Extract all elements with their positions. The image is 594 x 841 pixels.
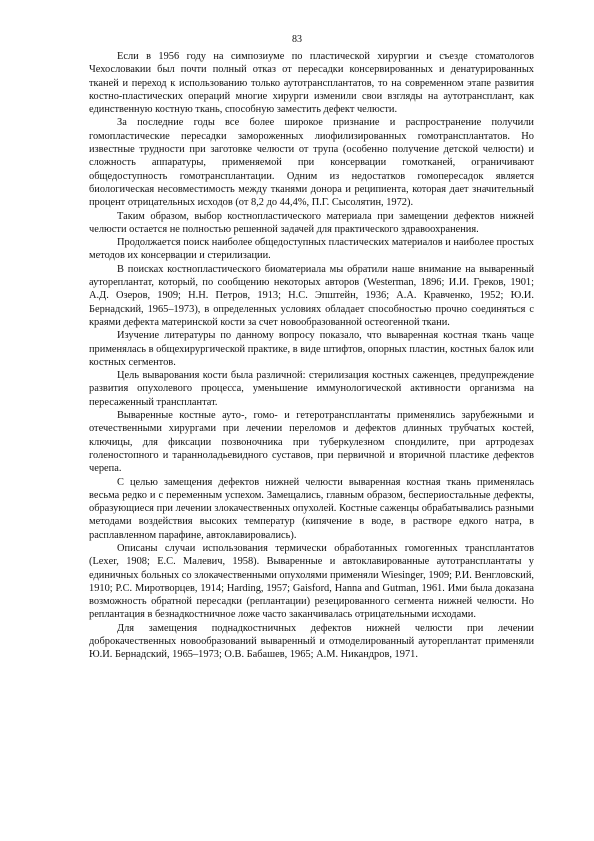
paragraph-1: Если в 1956 году на симпозиуме по пластической хирургии и съезде стоматологов Чехословакии был почти полный отказ от пересадки консервированных и денатурированных тканей и переход к использованию только аутотрансплантатов, то на современном этапе развития костно-пластических операций многие хирурги изменили свои взгляды на аутотрансплант, как единственную костную ткань, способную заместить дефект челюсти. xyxy=(89,51,534,116)
paragraph-5: В поисках костнопластического биоматериала мы обратили наше внимание на вываренный аутореплантат, который, по сообщению некоторых авторов (Westerman, 1896; И.И. Греков, 1901; А.Д. Озеров, 1909; Н.Н. Петров, 1913; Н.С. Эпштейн, 1936; А.А. Кравченко, 1952; Ю.И. Бернадский, 1965–1973), в определенных условиях обладает способностью прочно соединяться с краями дефекта материнской кости за счет новообразованной остеогенной ткани. xyxy=(89,263,534,328)
paragraph-9: С целью замещения дефектов нижней челюсти вываренная костная ткань применялась весьма редко и с переменным успехом. Замещались, главным образом, беспериостальные дефекты, образующиеся при лечении злокачественных опухолей. Костные саженцы обрабатывались разными методами воздействия высоких температур (кипячение в воде, в растворе едкого натра, в расплавленном парафине, автоклавировались). xyxy=(89,476,534,541)
paragraph-4: Продолжается поиск наиболее общедоступных пластических материалов и наиболее простых методов их консервации и стерилизации. xyxy=(89,237,534,262)
paragraph-6: Изучение литературы по данному вопросу показало, что вываренная костная ткань чаще применялась в общехирургической практике, в виде штифтов, опорных пластин, костных балок или костных сегментов. xyxy=(89,330,534,368)
paragraph-10: Описаны случаи использования термически обработанных гомогенных трансплантатов (Lexer, 1908; Е.С. Малевич, 1958). Вываренные и автоклавированные аутотрансплантаты у единичных больных со злокачественными опухолями применяли Wiesinger, 1909; Р.И. Венгловский, 1910; Р.С. Миротворцев, 1914; Harding, 1957; Gaisford, Hanna and Gutman, 1961. Ими была доказана возможность обратной пересадки (реплантации) резецированного сегмента нижней челюсти. Но реплантация в безнадкостничное ложе часто заканчивалась отрицательными исходами. xyxy=(89,542,534,621)
paragraph-3: Таким образом, выбор костнопластического материала при замещении дефектов нижней челюсти остается не полностью решенной задачей для практического здравоохранения. xyxy=(89,210,534,235)
paragraph-11: Для замещения поднадкостничных дефектов нижней челюсти при лечении доброкачественных новообразований вываренный и отмоделированный аутореплантат применяли Ю.И. Бернадский, 1965–1973; О.В. Бабашев, 1965; А.М. Никандров, 1971. xyxy=(89,622,534,661)
paragraph-2: За последние годы все более широкое признание и распространение получили гомопластические пересадки замороженных лиофилизированных гомотрансплантатов. Но известные трудности при заготовке челюсти от трупа (особенно получение детской челюсти) и сложность аппаратуры, применяемой при консервации гомотканей, ограничивают общедоступность гомотрансплантации. Одним из недостатков гомопересадок является биологическая несовместимость между тканями донора и реципиента, которая дает значительный процент отрицательных исходов (от 8,2 до 44,4%, П.Г. Сысолятин, 1972). xyxy=(89,117,534,209)
body-text xyxy=(89,50,534,662)
paragraph-7: Цель выварования кости была различной: стерилизация костных саженцев, предупреждение развития опухолевого процесса, уменьшение иммунологической активности организма на пересаженный трансплантат. xyxy=(89,370,534,408)
page-number: 83 xyxy=(292,34,302,45)
paragraph-8: Вываренные костные ауто-, гомо- и гетеротрансплантаты применялись зарубежными и отечественными хирургами при лечении переломов и дефектов длинных трубчатых костей, ключицы, для фиксации позвоночника при туберкулезном спондилите, при артродезах голеностопного и таранноладьевидного суставов, при первичной и вторичной пластике дефектов черепа. xyxy=(89,410,534,475)
